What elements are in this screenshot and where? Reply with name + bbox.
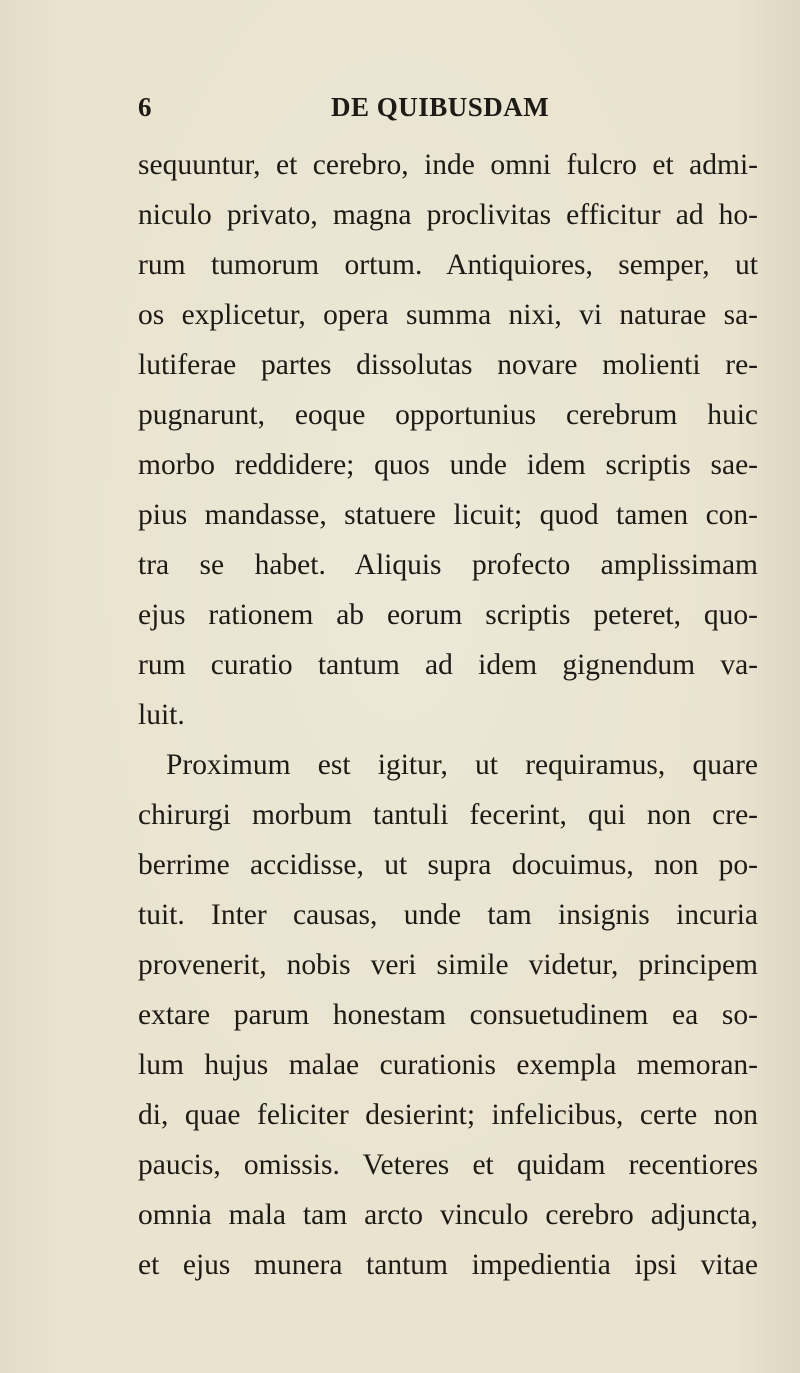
text-line: ejus rationem ab eorum scriptis peteret, quo- bbox=[138, 599, 758, 631]
text-line: niculo privato, magna proclivitas efficitur ad ho- bbox=[138, 199, 758, 231]
page-number: 6 bbox=[138, 92, 152, 122]
text-line: luit. bbox=[138, 699, 185, 731]
text-line: provenerit, nobis veri simile videtur, principem bbox=[138, 949, 758, 981]
text-line: berrime accidisse, ut supra docuimus, non po- bbox=[138, 849, 758, 881]
text-line: rum curatio tantum ad idem gignendum va- bbox=[138, 649, 758, 681]
body-text bbox=[138, 140, 758, 1290]
running-head-title: DE QUIBUSDAM bbox=[331, 92, 550, 122]
running-head bbox=[138, 92, 758, 128]
text-line: morbo reddidere; quos unde idem scriptis sae- bbox=[138, 449, 758, 481]
text-line: extare parum honestam consuetudinem ea so- bbox=[138, 999, 758, 1031]
text-line: lutiferae partes dissolutas novare molienti re- bbox=[138, 349, 758, 381]
text-line: tuit. Inter causas, unde tam insignis incuria bbox=[138, 899, 758, 931]
text-line: tra se habet. Aliquis profecto amplissimam bbox=[138, 549, 758, 581]
text-line: sequuntur, et cerebro, inde omni fulcro et admi- bbox=[138, 149, 758, 181]
text-line: chirurgi morbum tantuli fecerint, qui non cre- bbox=[138, 799, 758, 831]
text-line: di, quae feliciter desierint; infelicibus, certe non bbox=[138, 1099, 758, 1131]
text-line: et ejus munera tantum impedientia ipsi vitae bbox=[138, 1249, 758, 1281]
text-line: pugnarunt, eoque opportunius cerebrum huic bbox=[138, 399, 758, 431]
paragraph-first-line: Proximum est igitur, ut requiramus, quare bbox=[166, 749, 758, 781]
text-line: rum tumorum ortum. Antiquiores, semper, ut bbox=[138, 249, 758, 281]
text-line: pius mandasse, statuere licuit; quod tamen con- bbox=[138, 499, 758, 531]
text-line: os explicetur, opera summa nixi, vi naturae sa- bbox=[138, 299, 758, 331]
text-line: paucis, omissis. Veteres et quidam recentiores bbox=[138, 1149, 758, 1181]
text-line: omnia mala tam arcto vinculo cerebro adjuncta, bbox=[138, 1199, 758, 1231]
text-line: lum hujus malae curationis exempla memoran- bbox=[138, 1049, 758, 1081]
